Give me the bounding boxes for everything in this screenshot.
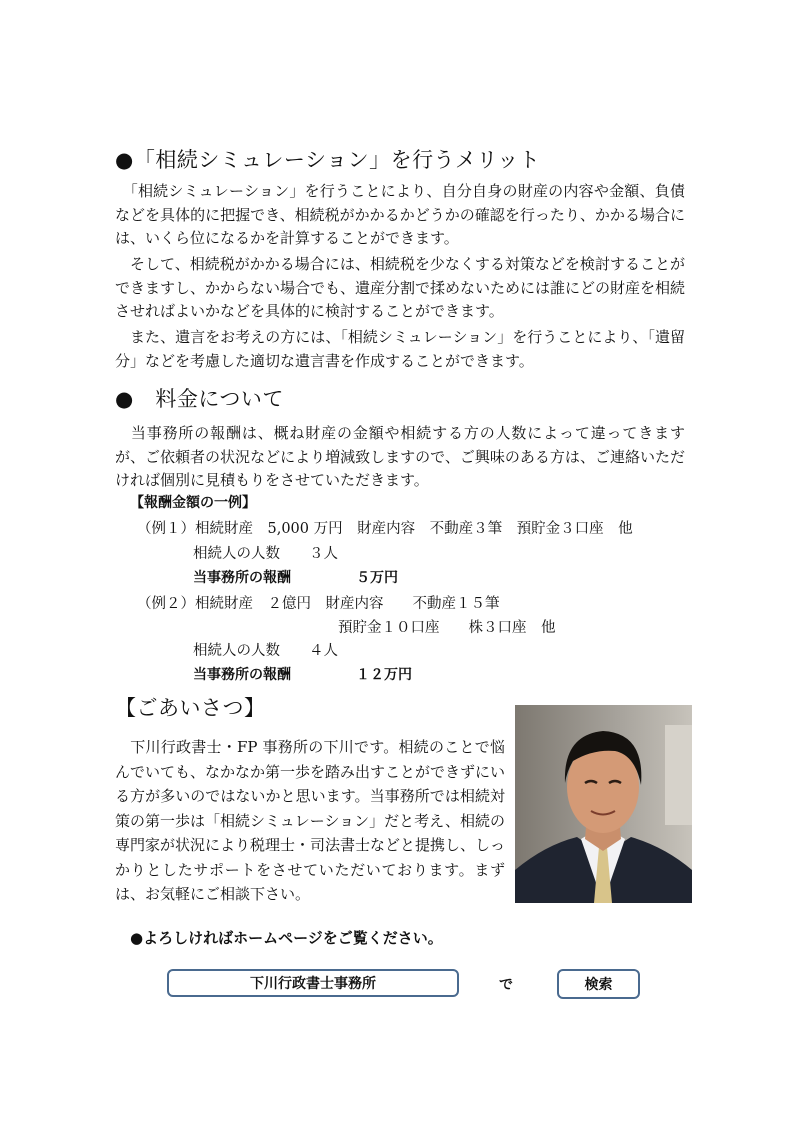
homepage-note: ●よろしければホームページをご覧ください。 [130, 929, 443, 947]
fee-paragraph-text: 当事務所の報酬は、概ね財産の金額や相続する方の人数によって違ってきますが、ご依頼者の状況などにより増減致しますので、ご興味のある方は、ご連絡いただければ個別に見積もりをさせていただきます。 [115, 424, 685, 489]
search-term-box[interactable] [167, 969, 459, 997]
search-term-text: 下川行政書士事務所 [250, 976, 376, 992]
fee-example-heading: 【報酬金額の一例】 [130, 495, 256, 511]
merit-paragraph-2 [115, 253, 685, 324]
merit-paragraph-2-text: そして、相続税がかかる場合には、相続税を少なくする対策などを検討することができますし、かからない場合でも、遺産分割で揉めないためには誰にどの財産を相続させればよいかなどを具体的に検討することができます。 [115, 255, 686, 320]
merit-paragraph-1 [115, 180, 685, 251]
example-2-fee-value: １２万円 [356, 667, 412, 683]
merit-heading: ●「相続シミュレーション」を行うメリット [115, 148, 541, 172]
example-1-fee-value: ５万円 [356, 570, 398, 586]
example-2-fee-label: 当事務所の報酬 [193, 667, 291, 683]
portrait-photo [515, 705, 692, 903]
greeting-paragraph [115, 735, 505, 907]
merit-paragraph-3 [115, 326, 685, 373]
example-1-heirs: 相続人の人数 ３人 [193, 546, 338, 562]
example-2-assets: （例２）相続財産 ２億円 財産内容 不動産１５筆 [137, 596, 500, 612]
portrait-illustration [515, 705, 692, 903]
example-1-fee-label: 当事務所の報酬 [193, 570, 291, 586]
search-connector: で [499, 977, 513, 993]
example-2-assets-cont: 預貯金１０口座 株３口座 他 [338, 620, 556, 636]
search-button-label: 検索 [584, 977, 613, 993]
merit-paragraph-3-text: また、遺言をお考えの方には、「相続シミュレーション」を行うことにより、「遺留分」などを考慮した適切な遺言書を作成することができます。 [115, 328, 685, 370]
search-button[interactable] [557, 969, 640, 999]
fee-paragraph [115, 422, 685, 493]
example-1-assets: （例１）相続財産 5,000 万円 財産内容 不動産３筆 預貯金３口座 他 [137, 521, 633, 537]
greeting-heading: 【ごあいさつ】 [115, 696, 266, 720]
example-2-heirs: 相続人の人数 ４人 [193, 643, 338, 659]
merit-paragraph-1-text: 「相続シミュレーション」を行うことにより、自分自身の財産の内容や金額、負債などを具体的に把握でき、相続税がかかるかどうかの確認を行ったり、かかる場合には、いくら位になるかを計算することができます。 [115, 182, 685, 247]
greeting-paragraph-text: 下川行政書士・FP 事務所の下川です。相続のことで悩んでいても、なかなか第一歩を踏み出すことができずにいる方が多いのではないかと思います。当事務所では相続対策の第一歩は「相続シミュレーション」だと考え、相続の専門家が状況により税理士・司法書士などと提携し、しっかりとしたサポートをさせていただいております。まずは、お気軽にご相談下さい。 [115, 738, 506, 903]
fee-heading: ● 料金について [115, 387, 284, 411]
